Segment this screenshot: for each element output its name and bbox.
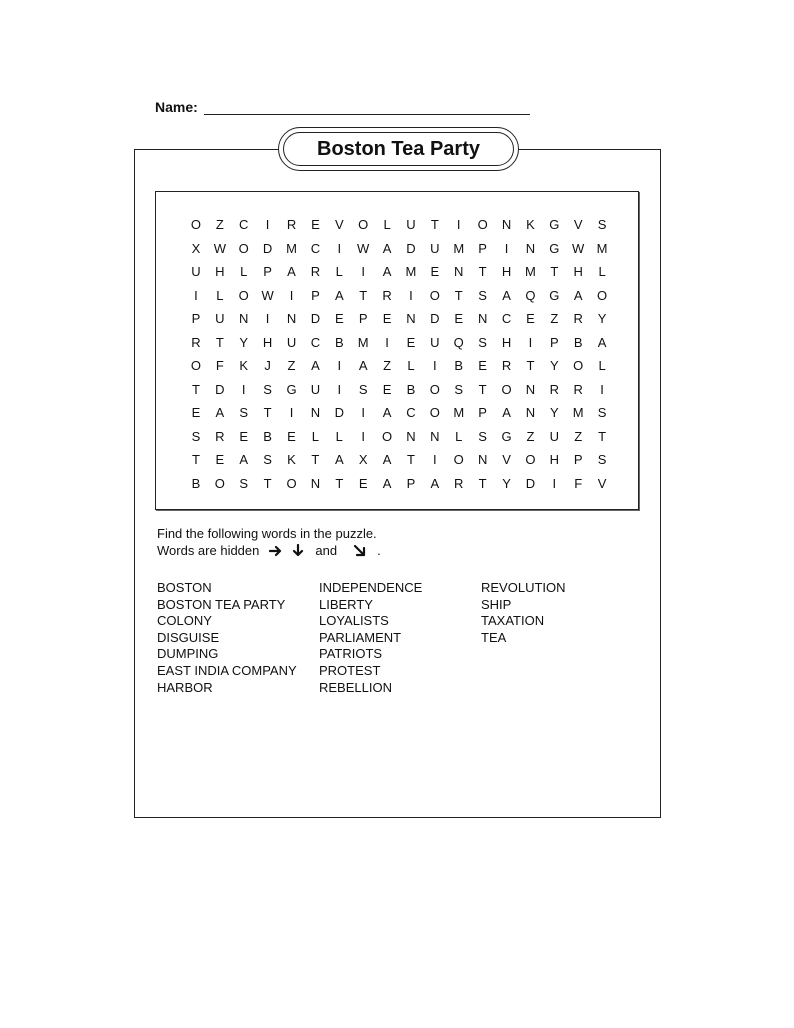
grid-letter[interactable]: Y [549, 358, 559, 373]
grid-letter[interactable]: T [263, 475, 272, 491]
grid-letter[interactable]: D [262, 240, 273, 256]
instructions-prefix: Words are hidden [157, 543, 260, 558]
grid-letter[interactable]: V [334, 217, 344, 232]
grid-letter[interactable]: I [289, 287, 294, 303]
grid-letter[interactable]: T [550, 264, 559, 279]
grid-letter[interactable]: T [335, 475, 344, 491]
grid-letter[interactable]: D [310, 311, 321, 326]
grid-letter[interactable]: I [409, 287, 413, 303]
grid-letter[interactable]: T [215, 334, 224, 350]
grid-letter[interactable]: P [191, 311, 201, 326]
grid-letter[interactable]: N [310, 475, 321, 491]
grid-letter[interactable]: E [526, 311, 535, 326]
grid-letter[interactable]: I [361, 428, 365, 444]
grid-letter[interactable]: N [525, 240, 536, 256]
grid-letter[interactable]: T [454, 287, 463, 303]
grid-letter[interactable]: M [524, 264, 536, 279]
grid-letter[interactable]: A [502, 287, 511, 303]
grid-letter[interactable]: L [240, 264, 248, 279]
grid-letter[interactable]: I [337, 358, 342, 373]
grid-letter[interactable]: H [262, 334, 273, 350]
grid-letter[interactable]: T [191, 452, 200, 467]
grid-letter[interactable]: A [382, 405, 392, 420]
grid-letter[interactable]: R [573, 381, 583, 397]
grid-letter[interactable]: W [572, 240, 585, 256]
grid-letter[interactable]: O [429, 381, 440, 397]
grid-letter[interactable]: M [286, 240, 297, 256]
grid-letter[interactable]: A [382, 475, 392, 491]
grid-letter[interactable]: D [334, 405, 344, 420]
word-list-item: SHIP [481, 596, 512, 612]
grid-letter[interactable]: Q [453, 334, 464, 350]
grid-letter[interactable]: W [261, 287, 274, 303]
name-label: Name: [155, 99, 198, 115]
word-list-column [319, 580, 481, 696]
grid-letter[interactable]: R [286, 217, 297, 232]
grid-letter[interactable]: H [501, 334, 512, 350]
word-list-item: TAXATION [481, 613, 545, 629]
grid-letter[interactable]: E [478, 358, 487, 373]
grid-letter[interactable]: W [213, 240, 226, 256]
grid-letter[interactable]: I [504, 240, 509, 256]
grid-letter[interactable]: I [528, 334, 533, 350]
grid-letter[interactable]: U [191, 264, 201, 279]
arrow-down-icon [290, 544, 306, 558]
grid-letter[interactable]: I [385, 334, 389, 350]
grid-letter[interactable]: S [597, 405, 607, 420]
grid-letter[interactable]: O [477, 217, 488, 232]
grid-letter[interactable]: L [598, 358, 606, 373]
word-list-column [481, 580, 643, 696]
arrow-down-right-icon [352, 544, 368, 558]
grid-letter[interactable]: S [239, 405, 249, 420]
grid-letter[interactable]: R [573, 311, 583, 326]
grid-letter[interactable]: B [454, 358, 464, 373]
grid-letter[interactable]: I [265, 311, 270, 326]
grid-letter[interactable]: D [525, 475, 536, 491]
instructions-and: and [315, 543, 338, 558]
word-list-item: LOYALISTS [319, 613, 389, 629]
arrow-right-icon [268, 544, 284, 558]
grid-letter[interactable]: H [501, 264, 512, 279]
grid-letter[interactable]: U [549, 428, 559, 444]
grid-letter[interactable]: H [573, 264, 583, 279]
grid-letter[interactable]: P [478, 240, 487, 256]
grid-letter[interactable]: R [191, 334, 201, 350]
grid-letter[interactable]: T [191, 381, 200, 397]
grid-letter[interactable]: B [191, 475, 201, 491]
grid-letter[interactable]: K [287, 452, 296, 467]
grid-letter[interactable]: H [549, 452, 559, 467]
grid-letter[interactable]: K [239, 358, 249, 373]
grid-letter[interactable]: L [598, 264, 606, 279]
grid-letter[interactable]: L [455, 428, 463, 444]
grid-letter[interactable]: E [430, 264, 440, 279]
grid-letter[interactable]: O [501, 381, 512, 397]
grid-letter[interactable]: A [573, 287, 583, 303]
grid-letter[interactable]: N [525, 381, 536, 397]
grid-letter[interactable]: A [215, 405, 225, 420]
grid-letter[interactable]: M [596, 240, 608, 256]
word-list-item: PATRIOTS [319, 646, 383, 662]
grid-letter[interactable]: P [549, 334, 559, 350]
word-list-item: BOSTON [157, 580, 212, 595]
grid-letter[interactable]: A [311, 358, 320, 373]
grid-letter[interactable]: N [477, 452, 488, 467]
word-list-item: REVOLUTION [481, 580, 566, 595]
word-list-item: COLONY [157, 613, 212, 629]
grid-letter[interactable]: E [406, 334, 416, 350]
word-list-item: PARLIAMENT [319, 629, 402, 645]
grid-letter[interactable]: W [357, 240, 370, 256]
grid-letter[interactable]: L [383, 217, 391, 232]
title-banner [278, 127, 519, 171]
grid-letter[interactable]: S [478, 334, 487, 350]
grid-letter[interactable]: T [478, 475, 487, 491]
grid-letter[interactable]: X [191, 240, 201, 256]
word-list [157, 580, 643, 696]
grid-letter[interactable]: R [454, 475, 464, 491]
grid-letter[interactable]: O [238, 240, 249, 256]
grid-letter[interactable]: I [241, 381, 246, 397]
grid-letter[interactable]: O [429, 405, 440, 420]
grid-letter[interactable]: O [382, 428, 393, 444]
grid-letter[interactable]: S [263, 452, 272, 467]
grid-letter[interactable]: N [286, 311, 297, 326]
grid-letter[interactable]: N [430, 428, 440, 444]
grid-letter[interactable]: E [287, 428, 296, 444]
grid-letter[interactable]: I [433, 358, 437, 373]
grid-letter[interactable]: C [239, 217, 249, 232]
grid-letter[interactable]: G [549, 217, 560, 232]
grid-letter[interactable]: U [215, 311, 225, 326]
name-input-line[interactable] [204, 100, 530, 115]
grid-letter[interactable]: D [215, 381, 225, 397]
grid-letter[interactable]: S [597, 217, 607, 232]
word-list-item: TEA [481, 629, 507, 645]
grid-letter[interactable]: O [190, 217, 201, 232]
grid-letter[interactable]: A [287, 264, 296, 279]
grid-letter[interactable]: T [478, 381, 487, 397]
grid-letter[interactable]: I [265, 217, 270, 232]
grid-letter[interactable]: C [406, 405, 416, 420]
word-list-item: INDEPENDENCE [319, 580, 423, 595]
grid-letter[interactable]: M [453, 405, 465, 420]
grid-letter[interactable]: L [335, 428, 343, 444]
grid-letter[interactable]: E [239, 428, 249, 444]
grid-letter[interactable]: H [215, 264, 225, 279]
word-list-item: DISGUISE [157, 629, 220, 645]
grid-letter[interactable]: T [598, 428, 607, 444]
grid-letter[interactable]: S [239, 475, 249, 491]
grid-letter[interactable]: I [433, 452, 437, 467]
grid-letter[interactable]: T [359, 287, 368, 303]
grid-letter[interactable]: O [597, 287, 608, 303]
grid-letter[interactable]: C [501, 311, 512, 326]
grid-letter[interactable]: E [382, 311, 392, 326]
grid-letter[interactable]: E [191, 405, 201, 420]
grid-letter[interactable]: Z [550, 311, 559, 326]
grid-letter[interactable]: V [573, 217, 583, 232]
grid-letter[interactable]: R [382, 287, 392, 303]
grid-letter[interactable]: L [335, 264, 343, 279]
word-search-grid-box [155, 191, 639, 510]
grid-letter[interactable]: U [430, 240, 440, 256]
grid-letter[interactable]: T [478, 264, 487, 279]
grid-letter[interactable]: S [478, 428, 487, 444]
instructions [157, 525, 381, 559]
grid-letter[interactable]: S [478, 287, 487, 303]
grid-letter[interactable]: I [552, 475, 557, 491]
grid-letter[interactable]: A [382, 264, 392, 279]
letter-grid [184, 213, 614, 495]
grid-letter[interactable]: R [501, 358, 512, 373]
grid-letter[interactable]: S [263, 381, 272, 397]
grid-letter[interactable]: N [406, 428, 416, 444]
grid-letter[interactable]: E [215, 452, 225, 467]
grid-letter[interactable]: O [525, 452, 536, 467]
grid-letter[interactable]: C [310, 334, 321, 350]
grid-letter[interactable]: N [239, 311, 249, 326]
grid-letter[interactable]: I [456, 217, 461, 232]
grid-letter[interactable]: D [406, 240, 416, 256]
grid-letter[interactable]: F [574, 475, 583, 491]
grid-letter[interactable]: R [310, 264, 321, 279]
grid-letter[interactable]: P [573, 452, 583, 467]
grid-letter[interactable]: M [357, 334, 369, 350]
grid-letter[interactable]: L [311, 428, 320, 444]
word-list-item: HARBOR [157, 679, 213, 695]
grid-letter[interactable]: P [311, 287, 320, 303]
grid-letter[interactable]: D [430, 311, 440, 326]
grid-letter[interactable]: E [382, 381, 392, 397]
grid-letter[interactable]: L [407, 358, 415, 373]
grid-letter[interactable]: O [358, 217, 369, 232]
instructions-line-2 [157, 542, 381, 559]
grid-letter[interactable]: P [358, 311, 368, 326]
instructions-suffix: . [377, 543, 381, 558]
grid-letter[interactable]: C [310, 240, 321, 256]
grid-letter[interactable]: N [406, 311, 416, 326]
grid-letter[interactable]: A [334, 287, 344, 303]
grid-letter[interactable]: N [310, 405, 321, 420]
grid-letter[interactable]: T [526, 358, 535, 373]
grid-letter[interactable]: O [190, 358, 201, 373]
grid-letter[interactable]: U [286, 334, 297, 350]
grid-letter[interactable]: T [430, 217, 439, 232]
word-list-item: DUMPING [157, 646, 219, 662]
grid-letter[interactable]: S [597, 452, 607, 467]
grid-letter[interactable]: N [454, 264, 464, 279]
name-field-row [155, 99, 530, 115]
grid-letter[interactable]: K [526, 217, 535, 232]
grid-letter[interactable]: U [406, 217, 416, 232]
grid-letter[interactable]: Y [549, 405, 559, 420]
grid-letter[interactable]: J [264, 358, 271, 373]
grid-letter[interactable]: F [215, 358, 224, 373]
word-list-column [157, 580, 319, 696]
word-list-item: REBELLION [319, 679, 392, 695]
grid-letter[interactable]: P [263, 264, 272, 279]
grid-letter[interactable]: E [334, 311, 344, 326]
grid-letter[interactable]: G [549, 240, 560, 256]
grid-letter[interactable]: S [191, 428, 201, 444]
grid-letter[interactable]: G [549, 287, 560, 303]
grid-letter[interactable]: N [501, 217, 512, 232]
grid-letter[interactable]: I [361, 264, 365, 279]
grid-letter[interactable]: X [358, 452, 368, 467]
grid-letter[interactable]: Y [239, 334, 249, 350]
grid-letter[interactable]: Z [574, 428, 583, 444]
grid-letter[interactable]: T [406, 452, 415, 467]
grid-letter[interactable]: O [214, 475, 225, 491]
grid-letter[interactable]: M [405, 264, 417, 279]
word-list-item: LIBERTY [319, 596, 373, 612]
grid-letter[interactable]: A [502, 405, 511, 420]
grid-letter[interactable]: I [600, 381, 604, 397]
grid-letter[interactable]: B [406, 381, 416, 397]
grid-letter[interactable]: I [337, 381, 342, 397]
grid-letter[interactable]: O [238, 287, 249, 303]
grid-letter[interactable]: Y [502, 475, 511, 491]
grid-letter[interactable]: N [477, 311, 488, 326]
page-title: Boston Tea Party [317, 137, 480, 160]
grid-letter[interactable]: A [382, 452, 392, 467]
word-list-item: PROTEST [319, 662, 381, 678]
grid-letter[interactable]: S [358, 381, 368, 397]
grid-letter[interactable]: P [406, 475, 416, 491]
grid-letter[interactable]: S [454, 381, 464, 397]
grid-letter[interactable]: B [263, 428, 272, 444]
grid-letter[interactable]: O [453, 452, 464, 467]
grid-letter[interactable]: L [216, 287, 224, 303]
grid-letter[interactable]: Q [525, 287, 536, 303]
grid-letter[interactable]: E [454, 311, 464, 326]
grid-letter[interactable]: G [501, 428, 512, 444]
grid-letter[interactable]: A [430, 475, 440, 491]
grid-letter[interactable]: B [573, 334, 583, 350]
grid-letter[interactable]: I [194, 287, 198, 303]
grid-letter[interactable]: Z [215, 217, 224, 232]
instructions-line-1: Find the following words in the puzzle. [157, 526, 377, 541]
grid-letter[interactable]: A [239, 452, 249, 467]
word-list-item: EAST INDIA COMPANY [157, 662, 297, 678]
grid-letter[interactable]: I [289, 405, 294, 420]
grid-letter[interactable]: V [502, 452, 511, 467]
grid-letter[interactable]: A [597, 334, 607, 350]
grid-letter[interactable]: U [310, 381, 321, 397]
grid-letter[interactable]: Z [383, 358, 392, 373]
grid-letter[interactable]: R [215, 428, 225, 444]
grid-letter[interactable]: E [311, 217, 320, 232]
grid-letter[interactable]: M [453, 240, 465, 256]
grid-letter[interactable]: N [525, 405, 536, 420]
grid-letter[interactable]: Y [597, 311, 607, 326]
word-list-item: BOSTON TEA PARTY [157, 596, 286, 612]
grid-letter[interactable]: Z [526, 428, 535, 444]
grid-letter[interactable]: T [263, 405, 272, 420]
grid-letter[interactable]: G [286, 381, 297, 397]
grid-letter[interactable]: I [361, 405, 365, 420]
grid-letter[interactable]: R [549, 381, 559, 397]
grid-letter[interactable]: A [334, 452, 344, 467]
grid-letter[interactable]: T [311, 452, 320, 467]
grid-letter[interactable]: O [573, 358, 584, 373]
grid-letter[interactable]: O [286, 475, 297, 491]
grid-letter[interactable]: U [430, 334, 440, 350]
grid-letter[interactable]: Z [287, 358, 296, 373]
grid-letter[interactable]: P [478, 405, 487, 420]
grid-letter[interactable]: A [382, 240, 392, 256]
grid-letter[interactable]: M [572, 405, 584, 420]
grid-letter[interactable]: I [337, 240, 342, 256]
grid-letter[interactable]: V [597, 475, 607, 491]
grid-letter[interactable]: A [358, 358, 368, 373]
grid-letter[interactable]: B [334, 334, 344, 350]
grid-letter[interactable]: O [429, 287, 440, 303]
grid-letter[interactable]: E [358, 475, 368, 491]
